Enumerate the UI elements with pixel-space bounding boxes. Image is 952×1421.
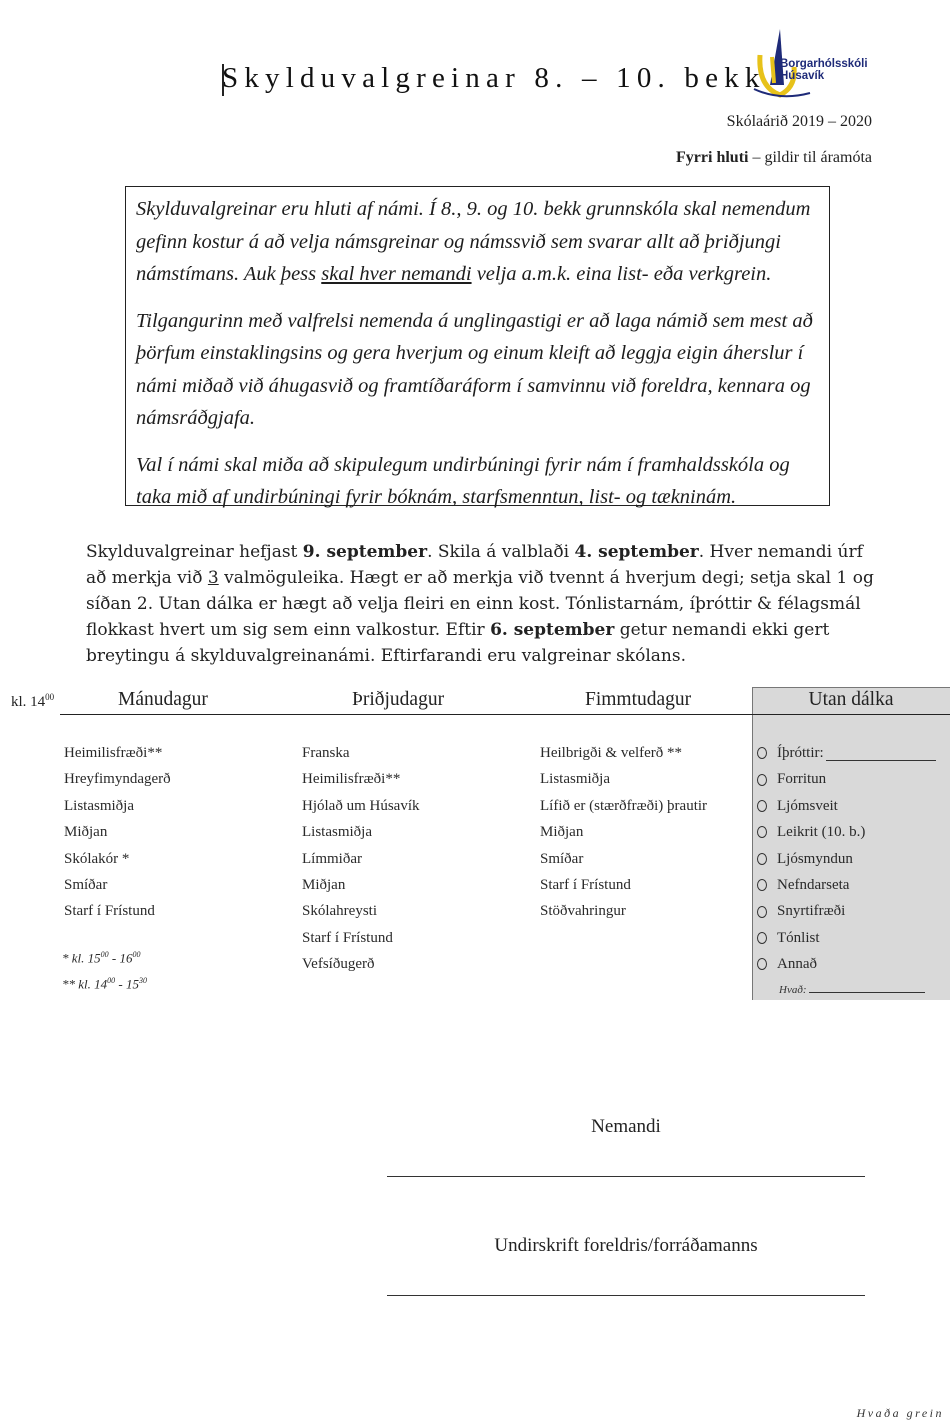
note-sup: 00: [132, 950, 141, 959]
instr-date-deadline: 6. september: [490, 620, 615, 640]
option-label: Leikrit (10. b.): [777, 824, 866, 841]
radio-circle-icon[interactable]: [757, 853, 767, 865]
option-hljomsveit[interactable]: [757, 793, 936, 819]
logo-text-line1: Borgarhólsskóli: [780, 58, 868, 70]
radio-circle-icon[interactable]: [757, 800, 767, 812]
note-sup: 00: [100, 950, 109, 959]
radio-circle-icon[interactable]: [757, 879, 767, 891]
intro-paragraph-1: [136, 193, 819, 291]
list-item: Miðjan: [540, 824, 584, 841]
thursday-column: [540, 740, 707, 925]
instructions-paragraph: [86, 539, 876, 669]
option-label: Íþróttir:: [777, 745, 824, 761]
list-item: Hreyfimyndagerð: [64, 771, 171, 788]
time-label-sup: 00: [45, 692, 55, 702]
monday-column: [64, 740, 171, 925]
list-item: Starf í Frístund: [64, 903, 155, 920]
instr-text: Skylduvalgreinar hefjast: [86, 542, 303, 562]
instr-text: valmöguleika. Hægt er að merkja við tvennt á hverjum degi; setja skal 1 og síðan 2. Utan dálka er hægt að velja fleiri en einn kost. Tónlistarnám, íþróttir & félagsmál flokkast hvert um sig sem einn valkostur. Eftir: [86, 568, 874, 640]
intro-p1-text: Skylduvalgreinar eru hluti af námi. Í 8., 9. og 10. bekk grunnskóla skal nemendum gefinn kostur á að velja námsgreinar og námssvið sem svarar allt að þriðjungi námstímans. Auk þess: [136, 198, 811, 285]
list-item: Miðjan: [302, 877, 346, 894]
option-leikrit[interactable]: [757, 819, 936, 845]
option-snyrtifraedi[interactable]: [757, 898, 936, 924]
list-item: Franska: [302, 745, 350, 761]
option-label: Ljómsveit: [777, 797, 838, 814]
note-text: - 16: [108, 950, 133, 966]
logo-text-line2: Húsavík: [780, 70, 825, 82]
radio-circle-icon[interactable]: [757, 826, 767, 838]
list-item: Vefsíðugerð: [302, 956, 375, 973]
parent-signature-line[interactable]: [387, 1295, 865, 1296]
student-signature-line[interactable]: [387, 1176, 865, 1177]
instr-count: 3: [207, 568, 219, 588]
ithrottir-write-line[interactable]: [826, 746, 936, 761]
note-text: - 15: [115, 976, 139, 992]
intro-p1-text-end: velja a.m.k. eina list- eða verkgrein.: [471, 263, 772, 285]
list-item: Límmiðar: [302, 850, 362, 867]
list-item: Heimilisfræði**: [302, 771, 401, 788]
option-ljosmyndun[interactable]: [757, 846, 936, 872]
note-sup: 00: [107, 976, 116, 985]
time-note-1: [62, 950, 140, 966]
list-item: Starf í Frístund: [302, 929, 393, 946]
term-note: [676, 149, 872, 167]
term-note-bold: Fyrri hluti: [676, 149, 749, 166]
student-signature-label: Nemandi: [591, 1116, 661, 1137]
list-item: Smíðar: [64, 877, 108, 894]
term-note-rest: – gildir til áramóta: [748, 149, 872, 166]
option-ithrottir[interactable]: [757, 740, 936, 766]
option-label: Annað: [777, 956, 817, 973]
instr-text: getur nemandi ekki gert breytingu á skylduvalgreinanámi. Eftirfarandi eru valgreinar skólans.: [86, 620, 830, 666]
list-item: Smíðar: [540, 850, 584, 867]
instr-text: . Hver nemandi úrf að merkja við: [86, 542, 863, 588]
parent-signature-label: Undirskrift foreldris/forráðamanns: [494, 1235, 758, 1256]
utan-dalka-header: Utan dálka: [808, 689, 894, 710]
instr-date-submit: 4. september: [574, 542, 699, 562]
time-label: [11, 692, 54, 711]
tuesday-column: [302, 740, 420, 978]
intro-paragraph-2: Tilgangurinn með valfrelsi nemenda á unglingastigi er að laga námið sem mest að þörfum einstaklingsins og gera hverjum og einum kleift að leggja eigin áherslur í námi miðað við áhugasvið og framtíðaráform í samvinnu við foreldra, kennara og námsráðgjafa.: [136, 309, 813, 429]
intro-box: [125, 186, 830, 506]
utan-header-rule: [752, 714, 950, 715]
utan-dalka-list: [757, 740, 936, 978]
option-label: Forritun: [777, 771, 827, 788]
intro-p1-underlined: skal hver nemandi: [321, 263, 472, 285]
list-item: Heilbrigði & velferð **: [540, 745, 683, 761]
hvad-field[interactable]: [779, 982, 925, 996]
list-item: Heimilisfræði**: [64, 745, 163, 761]
hvad-write-line[interactable]: [809, 982, 925, 993]
instr-date-start: 9. september: [302, 542, 428, 562]
list-item: Skólahreysti: [302, 903, 377, 920]
time-label-text: kl. 14: [11, 694, 46, 710]
option-label: Tónlist: [777, 929, 820, 946]
radio-circle-icon[interactable]: [757, 932, 767, 944]
header-rule: [60, 714, 752, 715]
option-forritun[interactable]: [757, 766, 936, 792]
school-year: Skólaárið 2019 – 2020: [726, 113, 872, 130]
list-item: Listasmiðja: [302, 824, 372, 841]
day-header-thursday: Fimmtudagur: [585, 689, 692, 710]
note-text: ** kl. 14: [62, 976, 108, 992]
utan-subheader: Hvaða grein: [856, 1406, 944, 1420]
note-text: * kl. 15: [62, 950, 101, 966]
time-note-2: [62, 976, 147, 992]
day-header-tuesday: Þriðjudagur: [352, 689, 445, 710]
list-item: Lífið er (stærðfræði) þrautir: [540, 797, 708, 814]
hvad-label: Hvað:: [779, 984, 807, 996]
list-item: Skólakór *: [64, 850, 130, 867]
option-label: Ljósmyndun: [777, 850, 853, 867]
school-logo: [750, 27, 870, 103]
list-item: Miðjan: [64, 824, 108, 841]
option-tonlist[interactable]: [757, 925, 936, 951]
option-annad[interactable]: [757, 951, 936, 977]
radio-circle-icon[interactable]: [757, 747, 767, 759]
option-nefndarseta[interactable]: [757, 872, 936, 898]
list-item: Starf í Frístund: [540, 877, 631, 894]
radio-circle-icon[interactable]: [757, 774, 767, 786]
option-label: Nefndarseta: [777, 877, 850, 894]
note-sup: 30: [138, 976, 147, 985]
instr-text: . Skila á valblaði: [427, 542, 575, 562]
page-title: Skylduvalgreinar 8. – 10. bekk: [222, 62, 766, 94]
list-item: Stöðvahringur: [540, 903, 626, 920]
list-item: Hjólað um Húsavík: [302, 797, 420, 814]
list-item: Listasmiðja: [540, 771, 610, 788]
list-item: Listasmiðja: [64, 797, 134, 814]
radio-circle-icon[interactable]: [757, 906, 767, 918]
intro-paragraph-3: Val í námi skal miða að skipulegum undirbúningi fyrir nám í framhaldsskóla og taka mið af undirbúningi fyrir bóknám, starfsmenntun, list- og tækninám.: [136, 453, 790, 508]
option-label: Snyrtifræði: [777, 903, 846, 920]
day-header-monday: Mánudagur: [118, 689, 208, 710]
radio-circle-icon[interactable]: [757, 958, 767, 970]
